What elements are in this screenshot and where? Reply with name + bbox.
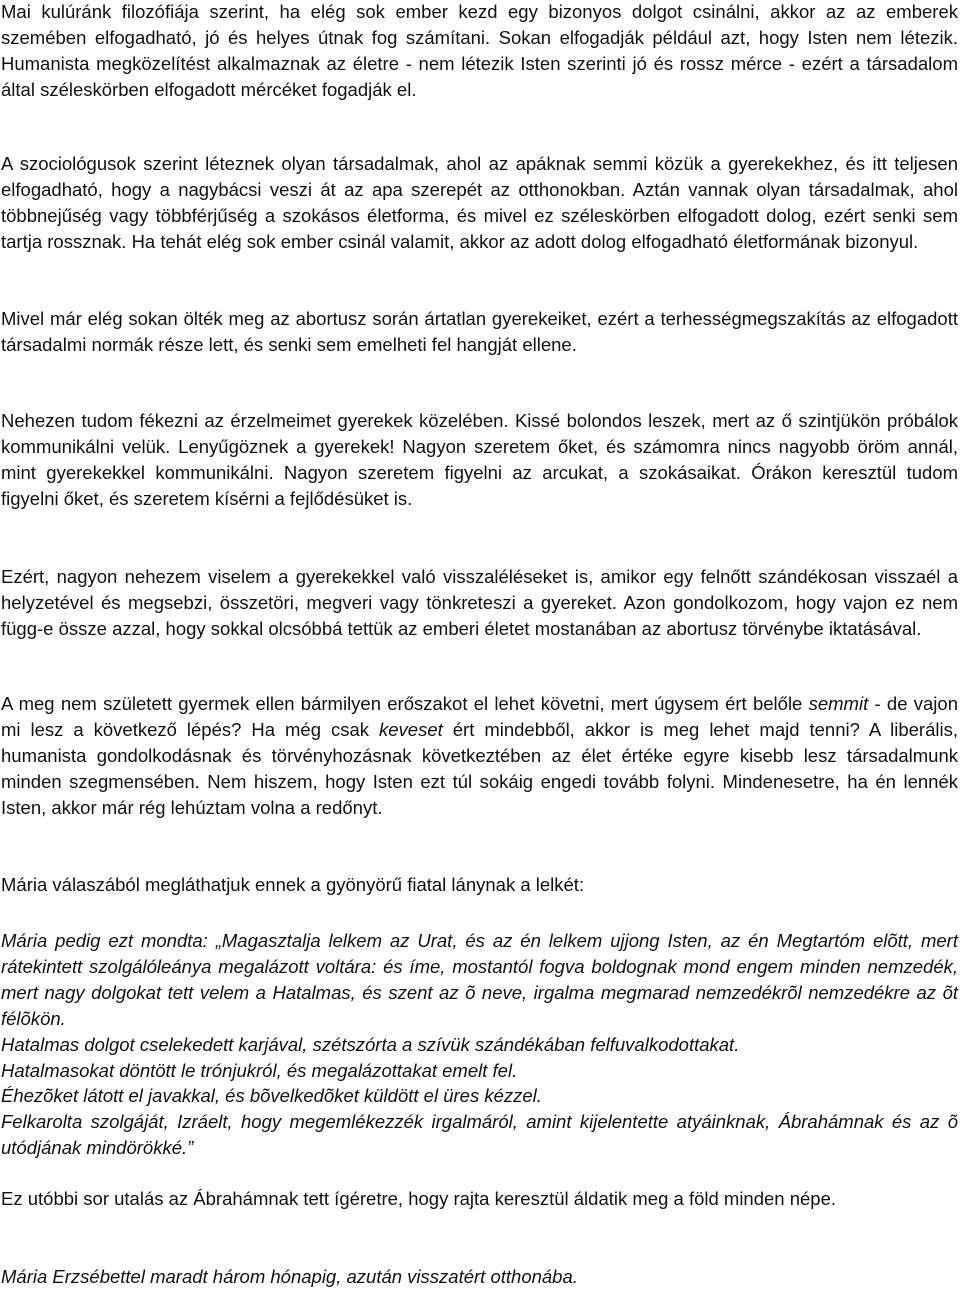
paragraph-9: Mária Erzsébettel maradt három hónapig, azután visszatért otthonába. — [1, 1266, 578, 1287]
paragraph-4-text: Nehezen tudom fékezni az érzelmeimet gyerekek közelében. Kissé bolondos leszek, mert az ő szintjükön próbálok kommunikálni velük. Lenyűgöznek a gyerekek! Nagyon szeretem őket, és számomra nincs nagyobb öröm annál, mint gyerekekkel kommunikálni. Nagyon szeretem figyelni az arcukat, a szokásaikat. Órákon keresztül tudom figyelni őket, és szeretem kísérni a fejlődésüket is. — [1, 410, 958, 509]
paragraph-4 — [1, 408, 958, 512]
scripture-quote — [1, 928, 958, 1161]
paragraph-6-emphasis-semmit: semmit — [808, 693, 869, 714]
paragraph-5: Ezért, nagyon nehezem viselem a gyerekekkel való visszaléléseket is, amikor egy felnőtt szándékosan visszaél a helyzetével és megsebzi, összetöri, megveri vagy tönkreteszi a gyereket. Azon gondolkozom, hogy vajon ez nem függ-e össze azzal, hogy sokkal olcsóbbá tettük az emberi életet mostanában az abortusz törvénybe iktatásával. — [1, 566, 958, 639]
paragraph-3: Mivel már elég sokan ölték meg az abortusz során ártatlan gyerekeiket, ezért a terhességmegszakítás az elfogadott társadalmi normák része lett, és senki sem emelheti fel hangját ellene. — [1, 308, 958, 355]
quote-line-3: Hatalmasokat döntött le trónjukról, és megalázottakat emelt fel. — [1, 1059, 518, 1081]
paragraph-6-part-c: - de vajon mi lesz a következő lépés? Ha még csak — [1, 693, 958, 740]
quote-line-1: Mária pedig ezt mondta: „Magasztalja lelkem az Urat, és az én lelkem ujjong Isten, az én Megtartóm elõtt, mert rátekintett szolgálóleánya megalázott voltára: és íme, mostantól fogva boldognak mond engem minden nemzedék, mert nagy dolgokat tett velem a Hatalmas, és szent az õ neve, irgalma megmarad nemzedékrõl nemzedékre az õt félõkön. — [1, 930, 958, 1029]
paragraph-6-part-e: ért mindebből, akkor is meg lehet majd tenni? A liberális, humanista gondolkodásnak és törvényhozásnak következtében az élet értéke egyre kisebb lesz társadalmunk minden szegmensében. Nem hiszem, hogy Isten ezt túl sokáig engedi tovább folyni. Mindenesetre, ha én lennék Isten, akkor már rég lehúztam volna a redőnyt. — [1, 718, 958, 818]
paragraph-7: Mária válaszából megláthatjuk ennek a gyönyörű fiatal lánynak a lelkét: — [1, 874, 585, 895]
paragraph-2: A szociológusok szerint léteznek olyan társadalmak, ahol az apáknak semmi közük a gyerekekhez, és itt teljesen elfogadható, hogy a nagybácsi veszi át az apa szerepét az otthonokban. Aztán vannak olyan társadalmak, ahol többnejűség vagy többférjűség a szokásos életforma, és mivel ez széleskörben elfogadott dolog, ezért senki sem tartja rossznak. Ha tehát elég sok ember csinál valamit, akkor az adott dolog elfogadható életformának bizonyul. — [1, 153, 958, 252]
paragraph-1: Mai kulúránk filozófiája szerint, ha elég sok ember kezd egy bizonyos dolgot csinálni, akkor az az emberek szemében elfogadható, jó és helyes útnak fog számítani. Sokan elfogadják például azt, hogy Isten nem létezik. Humanista megközelítést alkalmaznak az életre - nem létezik Isten szerinti jó és rossz mérce - ezért a társadalom által széleskörben elfogadott mércéket fogadják el. — [1, 1, 958, 100]
paragraph-6 — [1, 691, 958, 821]
quote-line-5: Felkarolta szolgáját, Izráelt, hogy megemlékezzék irgalmáról, amint kijelentette atyáinknak, Ábrahámnak és az õ utódjának mindörökké.” — [1, 1111, 958, 1159]
paragraph-6-emphasis-keveset: keveset — [379, 718, 443, 740]
paragraph-8: Ez utóbbi sor utalás az Ábrahámnak tett ígéretre, hogy rajta keresztül áldatik meg a föld minden népe. — [1, 1188, 837, 1209]
quote-line-4: Éhezõket látott el javakkal, és bõvelkedõket küldött el üres kézzel. — [1, 1085, 542, 1107]
quote-line-2: Hatalmas dolgot cselekedett karjával, szétszórta a szívük szándékában felfuvalkodottakat. — [1, 1033, 740, 1055]
paragraph-6-part-a: A meg nem született gyermek ellen bármilyen erőszakot el lehet követni, mert úgysem ért belőle — [1, 693, 809, 714]
